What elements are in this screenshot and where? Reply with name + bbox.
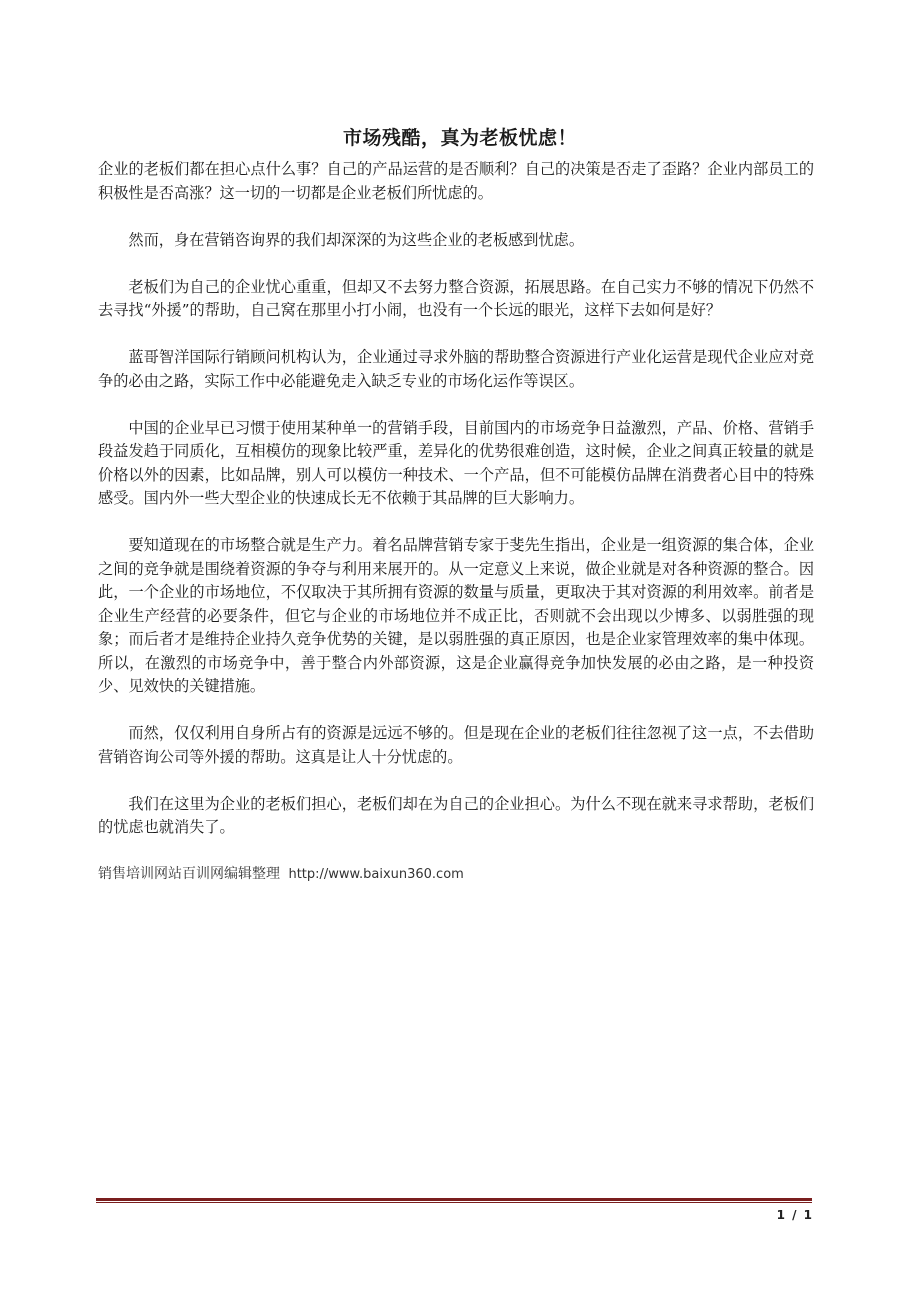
paragraph: 企业的老板们都在担心点什么事？自己的产品运营的是否顺利？自己的决策是否走了歪路？企业内部员工的积极性是否高涨？这一切的一切都是企业老板们所忧虑的。 bbox=[98, 160, 814, 202]
paragraph: 老板们为自己的企业忧心重重，但却又不去努力整合资源，拓展思路。在自己实力不够的情况下仍然不去寻找“外援”的帮助，自己窝在那里小打小闹，也没有一个长远的眼光，这样下去如何是好？ bbox=[98, 277, 814, 319]
paragraph: 我们在这里为企业的老板们担心，老板们却在为自己的企业担心。为什么不现在就来寻求帮助，老板们的忧虑也就消失了。 bbox=[98, 794, 814, 836]
paragraph: 然而，身在营销咨询界的我们却深深的为这些企业的老板感到忧虑。 bbox=[128, 230, 585, 249]
document-title: 市场残酷，真为老板忧虑！ bbox=[342, 127, 577, 149]
page-number: 1 / 1 bbox=[776, 1208, 812, 1222]
document-body bbox=[98, 158, 814, 886]
paragraph: 要知道现在的市场整合就是生产力。着名品牌营销专家于斐先生指出，企业是一组资源的集合体，企业之间的竞争就是围绕着资源的争夺与利用来展开的。从一定意义上来说，做企业就是对各种资源的整合。因此，一个企业的市场地位，不仅取决于其所拥有资源的数量与质量，更取决于其对资源的利用效率。前者是企业生产经营的必要条件，但它与企业的市场地位并不成正比，否则就不会出现以少博多、以弱胜强的现象；而后者才是维持企业持久竞争优势的关键，是以弱胜强的真正原因，也是企业家管理效率的集中体现。所以，在激烈的市场竞争中，善于整合内外部资源，这是企业赢得竞争加快发展的必由之路，是一种投资少、见效快的关键措施。 bbox=[98, 536, 814, 695]
paragraph: 中国的企业早已习惯于使用某种单一的营销手段，目前国内的市场竞争日益激烈，产品、价格、营销手段益发趋于同质化，互相模仿的现象比较严重，差异化的优势很难创造，这时候，企业之间真正较量的就是价格以外的因素，比如品牌，别人可以模仿一种技术、一个产品，但不可能模仿品牌在消费者心目中的特殊感受。国内外一些大型企业的快速成长无不依赖于其品牌的巨大影响力。 bbox=[98, 418, 814, 507]
source-note bbox=[98, 863, 814, 886]
footer-divider bbox=[96, 1198, 812, 1201]
paragraph: 蓝哥智洋国际行销顾问机构认为，企业通过寻求外脑的帮助整合资源进行产业化运营是现代企业应对竞争的必由之路，实际工作中必能避免走入缺乏专业的市场化运作等误区。 bbox=[98, 348, 814, 390]
source-note-text: 销售培训网站百训网编辑整理 bbox=[98, 866, 280, 882]
source-url-link[interactable]: http://www.baixun360.com bbox=[288, 867, 464, 882]
paragraph: 而然，仅仅利用自身所占有的资源是远远不够的。但是现在企业的老板们往往忽视了这一点，不去借助营销咨询公司等外援的帮助。这真是让人十分忧虑的。 bbox=[98, 724, 814, 766]
footer-divider-thin bbox=[96, 1202, 812, 1203]
